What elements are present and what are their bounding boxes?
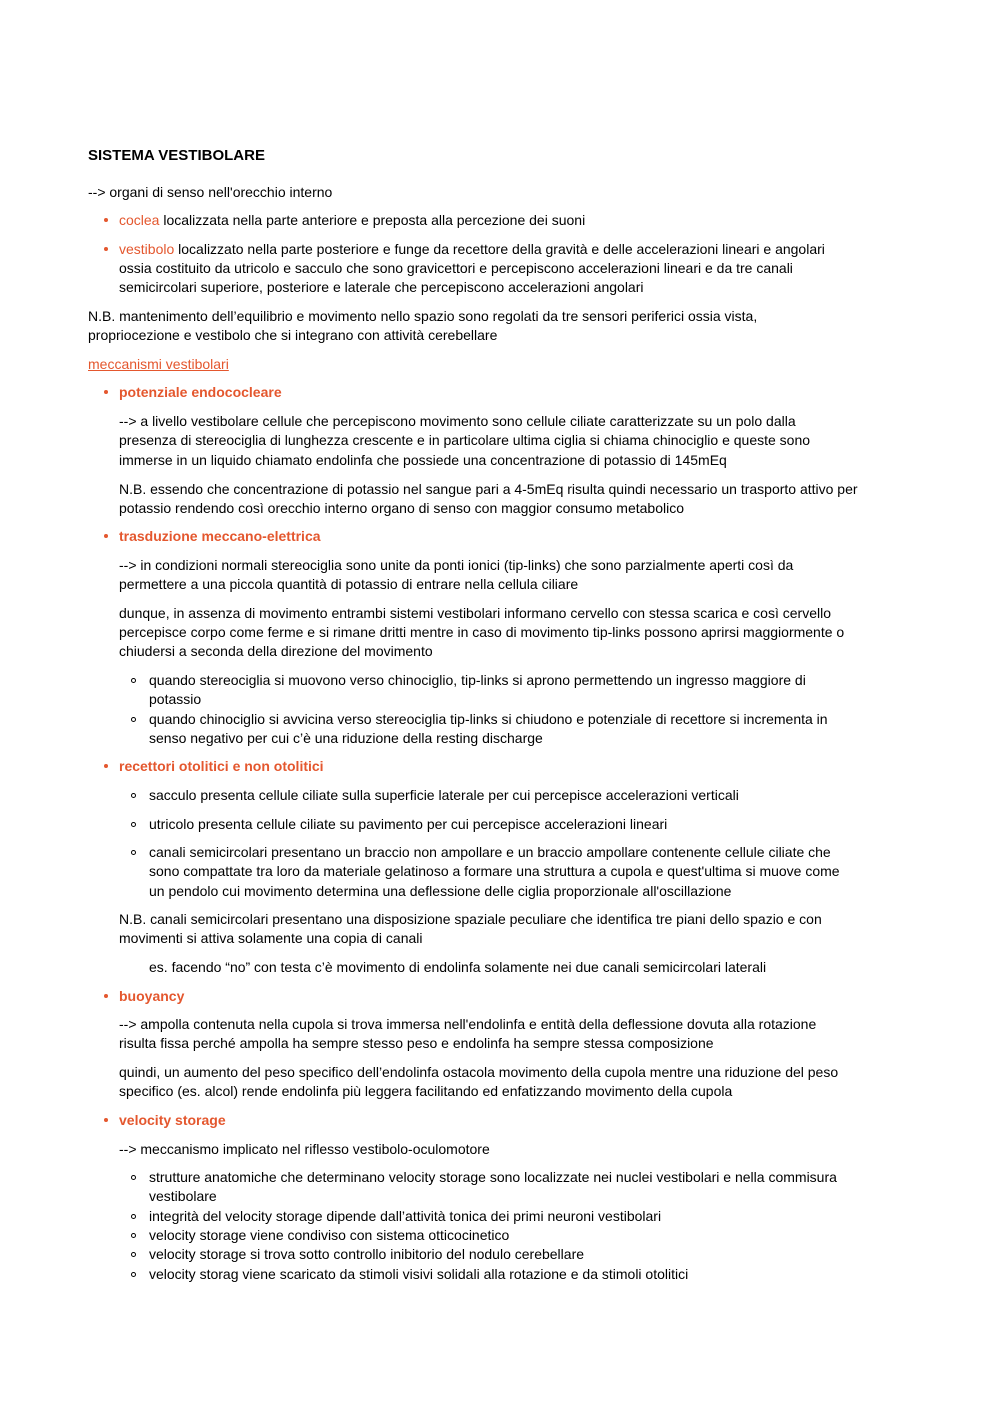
term-coclea: coclea [119,212,160,228]
circle-bullet-icon [131,1272,136,1277]
paragraph-line: --> a livello vestibolare cellule che percepiscono movimento sono cellule ciliate caratterizzate su un polo dalla [119,413,796,429]
circle-bullet-icon [131,793,136,798]
heading-potenziale-endococleare: potenziale endococleare [119,384,282,400]
heading-velocity-storage: velocity storage [119,1112,226,1128]
bullet-icon [104,390,108,394]
paragraph-line: chiudersi a seconda della direzione del movimento [119,643,433,659]
vestibolo-description-line: semicircolari superiore, posteriore e laterale che percepiscono accelerazioni angolari [119,279,644,295]
circle-bullet-icon [131,678,136,683]
paragraph-line: presenza di stereociglia di lunghezza crescente e in particolare ultima ciglia si chiama chinociglio e queste sono [119,432,811,448]
page-title: SISTEMA VESTIBOLARE [88,147,265,164]
note-line: propriocezione e vestibolo che si integrano con attività cerebellare [88,327,498,343]
sub-list-item: velocity storage si trova sotto controllo inibitorio del nodulo cerebellare [149,1246,585,1262]
circle-bullet-icon [131,1214,136,1219]
list-item-coclea [119,211,585,230]
heading-recettori: recettori otolitici e non otolitici [119,758,324,774]
paragraph-line: --> in condizioni normali stereociglia sono unite da ponti ionici (tip-links) che sono parzialmente aperti così da [119,557,794,573]
paragraph-line: --> ampolla contenuta nella cupola si trova immersa nell'endolinfa e entità della deflessione dovuta alla rotazione [119,1016,817,1032]
note-line: N.B. mantenimento dell’equilibrio e movimento nello spazio sono regolati da tre sensori periferici ossia vista, [88,308,758,324]
bullet-icon [104,534,108,538]
paragraph-line: dunque, in assenza di movimento entrambi sistemi vestibolari informano cervello con stessa scarica e così cervello [119,605,831,621]
coclea-description: localizzata nella parte anteriore e preposta alla percezione dei suoni [159,212,586,228]
sub-list-item: utricolo presenta cellule ciliate su pavimento per cui percepisce accelerazioni lineari [149,816,668,832]
note-line: N.B. canali semicircolari presentano una disposizione spaziale peculiare che identifica tre piani dello spazio e con [119,911,822,927]
paragraph-line: percepisce corpo come ferme e si rimane dritti mentre in caso di movimento tip-links possono aprirsi maggiormente o [119,624,845,640]
bullet-icon [104,218,108,222]
sub-list-item: sacculo presenta cellule ciliate sulla superficie laterale per cui percepisce accelerazioni verticali [149,787,739,803]
sub-list-item: integrità del velocity storage dipende dall’attività tonica dei primi neuroni vestibolari [149,1208,662,1224]
bullet-icon [104,764,108,768]
circle-bullet-icon [131,717,136,722]
sub-list-item: velocity storag viene scaricato da stimoli visivi solidali alla rotazione e da stimoli otolitici [149,1266,689,1282]
example-line: es. facendo “no” con testa c’è movimento di endolinfa solamente nei due canali semicircolari laterali [149,959,767,975]
circle-bullet-icon [131,1233,136,1238]
term-vestibolo: vestibolo [119,241,175,257]
paragraph-line: permettere a una piccola quantità di potassio di entrare nella cellula ciliare [119,576,579,592]
intro-line: --> organi di senso nell'orecchio interno [88,184,333,200]
circle-bullet-icon [131,822,136,827]
sub-list-item-line: sono compattate tra loro da materiale gelatinoso a formare una struttura a cupola e quest'ultima si muove come [149,863,840,879]
circle-bullet-icon [131,1252,136,1257]
section-link-meccanismi[interactable]: meccanismi vestibolari [88,356,229,372]
bullet-icon [104,247,108,251]
paragraph-line: N.B. essendo che concentrazione di potassio nel sangue pari a 4-5mEq risulta quindi necessario un trasporto attivo per [119,481,858,497]
heading-buoyancy: buoyancy [119,988,185,1004]
sub-list-item: canali semicircolari presentano un braccio non ampollare e un braccio ampollare contenente cellule ciliate che [149,844,831,860]
sub-list-item-line: un pendolo cui movimento determina una deflessione delle ciglia proporzionale all'oscillazione [149,883,732,899]
bullet-icon [104,994,108,998]
paragraph-line: risulta fissa perché ampolla ha sempre stesso peso e endolinfa ha sempre stessa composizione [119,1035,714,1051]
sub-list-item-line: vestibolare [149,1188,217,1204]
paragraph-line: immerse in un liquido chiamato endolinfa che possiede una concentrazione di potassio di 145mEq [119,452,727,468]
bullet-icon [104,1118,108,1122]
sub-list-item: strutture anatomiche che determinano velocity storage sono localizzate nei nuclei vestibolari e nella commisura [149,1169,837,1185]
sub-list-item: velocity storage viene condiviso con sistema otticocinetico [149,1227,510,1243]
circle-bullet-icon [131,850,136,855]
list-item-vestibolo [119,240,825,259]
sub-list-item: quando stereociglia si muovono verso chinociglio, tip-links si aprono permettendo un ingresso maggiore di [149,672,806,688]
sub-list-item: quando chinociglio si avvicina verso stereociglia tip-links si chiudono e potenziale di recettore si incrementa in [149,711,828,727]
vestibolo-description: localizzato nella parte posteriore e funge da recettore della gravità e delle accelerazioni lineari e angolari [174,241,825,257]
sub-list-item-line: potassio [149,691,202,707]
paragraph-line: quindi, un aumento del peso specifico dell’endolinfa ostacola movimento della cupola mentre una riduzione del peso [119,1064,839,1080]
sub-list-item-line: senso negativo per cui c’è una riduzione della resting discharge [149,730,543,746]
heading-trasduzione: trasduzione meccano-elettrica [119,528,321,544]
paragraph-line: specifico (es. alcol) rende endolinfa più leggera facilitando ed enfatizzando movimento della cupola [119,1083,733,1099]
circle-bullet-icon [131,1175,136,1180]
paragraph-line: potassio rendendo così orecchio interno organo di senso con maggior consumo metabolico [119,500,685,516]
vestibolo-description-line: ossia costituito da utricolo e sacculo che sono gravicettori e percepiscono accelerazioni lineari e da tre canali [119,260,793,276]
paragraph-line: --> meccanismo implicato nel riflesso vestibolo-oculomotore [119,1141,490,1157]
note-line: movimenti si attiva solamente una copia di canali [119,930,423,946]
